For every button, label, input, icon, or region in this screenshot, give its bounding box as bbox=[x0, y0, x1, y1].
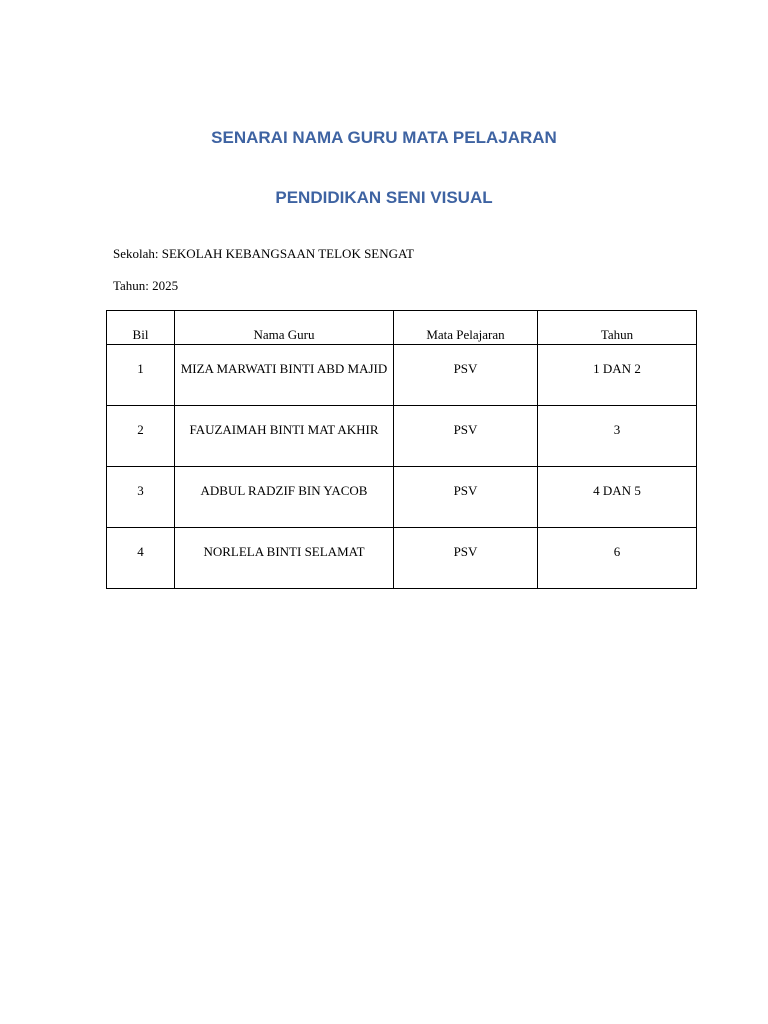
table-row bbox=[107, 467, 697, 528]
cell-nama-guru: ADBUL RADZIF BIN YACOB bbox=[175, 467, 394, 528]
cell-nama-guru: NORLELA BINTI SELAMAT bbox=[175, 528, 394, 589]
cell-tahun: 4 DAN 5 bbox=[538, 467, 697, 528]
table-row bbox=[107, 345, 697, 406]
table-row bbox=[107, 528, 697, 589]
cell-tahun: 3 bbox=[538, 406, 697, 467]
document-subtitle: PENDIDIKAN SENI VISUAL bbox=[275, 188, 493, 207]
cell-mata-pelajaran: PSV bbox=[394, 528, 538, 589]
header-mata-pelajaran: Mata Pelajaran bbox=[394, 311, 538, 345]
teacher-table bbox=[106, 310, 697, 589]
header-bil: Bil bbox=[107, 311, 175, 345]
cell-bil: 1 bbox=[107, 345, 175, 406]
table-header-row bbox=[107, 311, 697, 345]
cell-bil: 3 bbox=[107, 467, 175, 528]
year-line: Tahun: 2025 bbox=[113, 278, 179, 293]
school-line: Sekolah: SEKOLAH KEBANGSAAN TELOK SENGAT bbox=[113, 246, 414, 261]
cell-tahun: 1 DAN 2 bbox=[538, 345, 697, 406]
cell-bil: 2 bbox=[107, 406, 175, 467]
table-row bbox=[107, 406, 697, 467]
cell-mata-pelajaran: PSV bbox=[394, 406, 538, 467]
cell-mata-pelajaran: PSV bbox=[394, 345, 538, 406]
document-title: SENARAI NAMA GURU MATA PELAJARAN bbox=[211, 128, 557, 147]
cell-nama-guru: MIZA MARWATI BINTI ABD MAJID bbox=[175, 345, 394, 406]
header-nama-guru: Nama Guru bbox=[175, 311, 394, 345]
cell-mata-pelajaran: PSV bbox=[394, 467, 538, 528]
cell-bil: 4 bbox=[107, 528, 175, 589]
cell-nama-guru: FAUZAIMAH BINTI MAT AKHIR bbox=[175, 406, 394, 467]
cell-tahun: 6 bbox=[538, 528, 697, 589]
header-tahun: Tahun bbox=[538, 311, 697, 345]
